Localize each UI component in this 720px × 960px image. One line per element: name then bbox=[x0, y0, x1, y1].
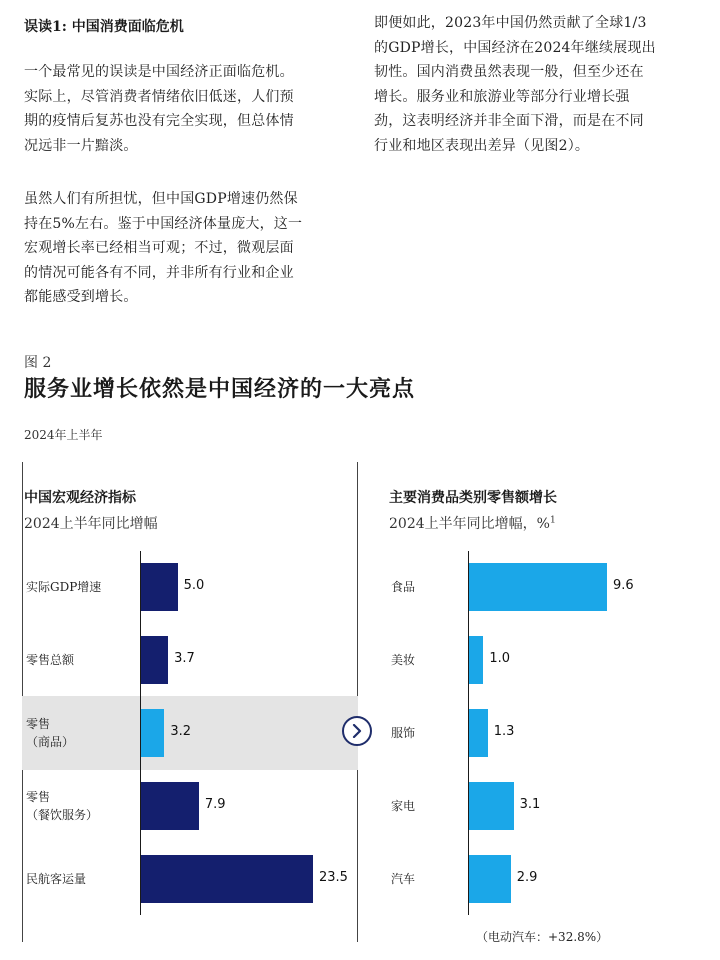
text-line: 况远非一片黯淡。 bbox=[24, 137, 138, 154]
bar-value-label: 3.1 bbox=[519, 797, 541, 812]
text-line: 期的疫情后复苏也没有完全实现，但总体情 bbox=[24, 113, 294, 129]
bar bbox=[469, 636, 483, 684]
subtitle-text: 2024上半年同比增幅，% bbox=[389, 516, 550, 532]
category-label-line: 汽车 bbox=[391, 872, 416, 886]
category-label bbox=[391, 651, 415, 669]
text-line: 一个最常见的误读是中国经济正面临危机。 bbox=[24, 64, 294, 80]
category-label bbox=[391, 797, 415, 815]
chevron-right-icon bbox=[351, 724, 363, 738]
next-arrow-button[interactable] bbox=[342, 716, 372, 746]
bar-value-label: 1.3 bbox=[493, 724, 515, 739]
bar bbox=[141, 636, 168, 684]
bar bbox=[141, 782, 199, 830]
figure-label: 图 2 bbox=[24, 355, 52, 371]
bar bbox=[141, 709, 164, 757]
text-line: 宏观增长率已经相当可观；不过，微观层面 bbox=[24, 240, 294, 256]
bar bbox=[469, 563, 607, 611]
category-label bbox=[26, 651, 74, 669]
bar-value-label: 3.2 bbox=[170, 724, 192, 739]
bar-value-label: 3.7 bbox=[174, 651, 195, 666]
left-chart-title: 中国宏观经济指标 bbox=[24, 490, 136, 506]
category-label-line: （商品） bbox=[26, 735, 75, 749]
bar-value-label: 1.0 bbox=[489, 651, 511, 666]
section-title: 误读1: 中国消费面临危机 bbox=[24, 19, 184, 35]
bar-value-label: 7.9 bbox=[204, 797, 226, 812]
category-label bbox=[391, 724, 415, 742]
text-line: 持在5%左右。鉴于中国经济体量庞大，这一 bbox=[24, 215, 303, 232]
ev-footnote: （电动汽车：+32.8%） bbox=[476, 930, 609, 944]
category-label-line: 民航客运量 bbox=[26, 872, 87, 886]
bar bbox=[469, 855, 511, 903]
bar-value-label: 9.6 bbox=[613, 578, 634, 593]
text-line: 劲，这表明经济并非全面下滑，而是在不同 bbox=[374, 113, 644, 129]
text-line: 即便如此，2023年中国仍然贡献了全球1/3 bbox=[374, 15, 647, 31]
right-paragraph bbox=[374, 11, 704, 158]
category-label-line: 零售 bbox=[26, 790, 51, 804]
category-label bbox=[26, 578, 101, 596]
category-label-line: 服饰 bbox=[391, 726, 416, 740]
category-label-line: 实际GDP增速 bbox=[26, 580, 102, 594]
text-line: 增长。服务业和旅游业等部分行业增长强 bbox=[374, 88, 630, 105]
category-label-line: 零售 bbox=[26, 717, 51, 731]
text-line: 的GDP增长，中国经济在2024年继续展现出 bbox=[374, 39, 656, 56]
category-label-line: （餐饮服务） bbox=[26, 808, 99, 822]
category-label bbox=[26, 870, 86, 888]
category-label bbox=[391, 870, 415, 888]
category-label bbox=[26, 715, 74, 751]
figure-period: 2024年上半年 bbox=[24, 428, 103, 442]
bar bbox=[469, 709, 488, 757]
bar-value-label: 2.9 bbox=[516, 870, 538, 885]
text-line: 的情况可能各有不同，并非所有行业和企业 bbox=[24, 264, 294, 281]
left-chart-subtitle: 2024上半年同比增幅 bbox=[24, 516, 158, 532]
left-paragraph-2 bbox=[24, 187, 354, 310]
bar bbox=[141, 855, 313, 903]
bar-value-label: 5.0 bbox=[183, 578, 205, 593]
category-label-line: 美妆 bbox=[391, 653, 416, 667]
footnote-marker: 1 bbox=[549, 515, 556, 526]
category-label bbox=[26, 788, 98, 824]
text-line: 韧性。国内消费虽然表现一般，但至少还在 bbox=[374, 64, 644, 80]
text-line: 实际上，尽管消费者情绪依旧低迷，人们预 bbox=[24, 88, 294, 105]
left-paragraph-1 bbox=[24, 60, 354, 158]
bar-value-label: 23.5 bbox=[319, 870, 348, 885]
figure-title: 服务业增长依然是中国经济的一大亮点 bbox=[24, 376, 416, 402]
category-label-line: 零售总额 bbox=[26, 653, 75, 667]
category-label-line: 食品 bbox=[391, 580, 416, 594]
bar bbox=[141, 563, 178, 611]
text-line: 都能感受到增长。 bbox=[24, 289, 138, 305]
text-line: 虽然人们有所担忧，但中国GDP增速仍然保 bbox=[24, 191, 298, 207]
right-chart-subtitle bbox=[389, 513, 556, 533]
right-chart-title: 主要消费品类别零售额增长 bbox=[389, 490, 557, 506]
category-label-line: 家电 bbox=[391, 799, 416, 813]
bar bbox=[469, 782, 514, 830]
text-line: 行业和地区表现出差异（见图2）。 bbox=[374, 137, 590, 154]
category-label bbox=[391, 578, 415, 596]
